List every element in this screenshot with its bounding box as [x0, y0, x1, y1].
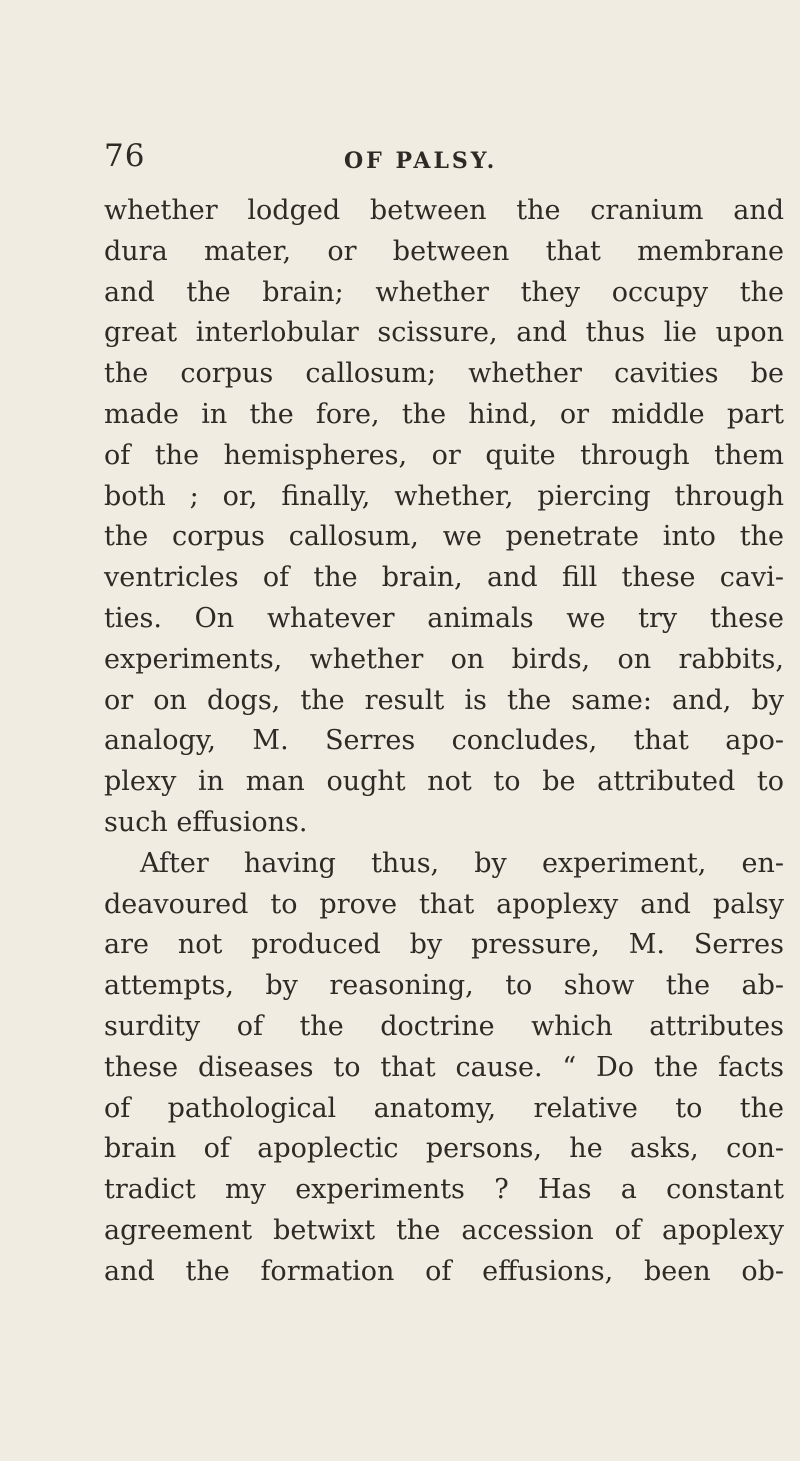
text-line: these diseases to that cause. “ Do the facts [104, 1051, 784, 1083]
body-text [104, 191, 784, 1293]
running-head [104, 138, 784, 178]
text-line: surdity of the doctrine which attributes [104, 1010, 784, 1042]
text-line: experiments, whether on birds, on rabbits, [104, 643, 784, 675]
text-line: both ; or, finally, whether, piercing through [104, 480, 784, 512]
text-line: ventricles of the brain, and fill these cavi- [104, 562, 784, 594]
text-line: and the brain; whether they occupy the [104, 276, 784, 308]
text-line: plexy in man ought not to be attributed to [104, 766, 784, 798]
text-line: After having thus, by experiment, en- [140, 847, 784, 879]
text-line: whether lodged between the cranium and [104, 195, 784, 226]
text-line: agreement betwixt the accession of apoplexy [104, 1214, 784, 1246]
text-line: dura mater, or between that membrane [104, 235, 784, 267]
text-line: are not produced by pressure, M. Serres [104, 929, 784, 961]
text-line: made in the fore, the hind, or middle part [104, 398, 784, 430]
paragraph-2 [104, 844, 784, 1293]
text-line: deavoured to prove that apoplexy and palsy [104, 888, 784, 920]
text-line: of pathological anatomy, relative to the [104, 1092, 784, 1124]
text-line: great interlobular scissure, and thus lie upon [104, 317, 784, 349]
text-line: brain of apoplectic persons, he asks, con- [104, 1133, 784, 1165]
text-line: the corpus callosum, we penetrate into the [104, 521, 784, 553]
text-line: the corpus callosum; whether cavities be [104, 358, 784, 390]
page-number: 76 [104, 138, 146, 174]
text-line: such effusions. [104, 806, 308, 838]
text-line: attempts, by reasoning, to show the ab- [104, 970, 784, 1002]
text-line: and the formation of effusions, been ob- [104, 1255, 784, 1287]
paragraph-1 [104, 191, 784, 844]
text-line: ties. On whatever animals we try these [104, 602, 784, 634]
running-title: OF PALSY. [344, 148, 498, 174]
text-line: analogy, M. Serres concludes, that apo- [104, 725, 784, 757]
text-line: tradict my experiments ? Has a constant [104, 1174, 784, 1206]
text-line: or on dogs, the result is the same: and, by [104, 684, 784, 716]
text-line: of the hemispheres, or quite through them [104, 439, 784, 471]
